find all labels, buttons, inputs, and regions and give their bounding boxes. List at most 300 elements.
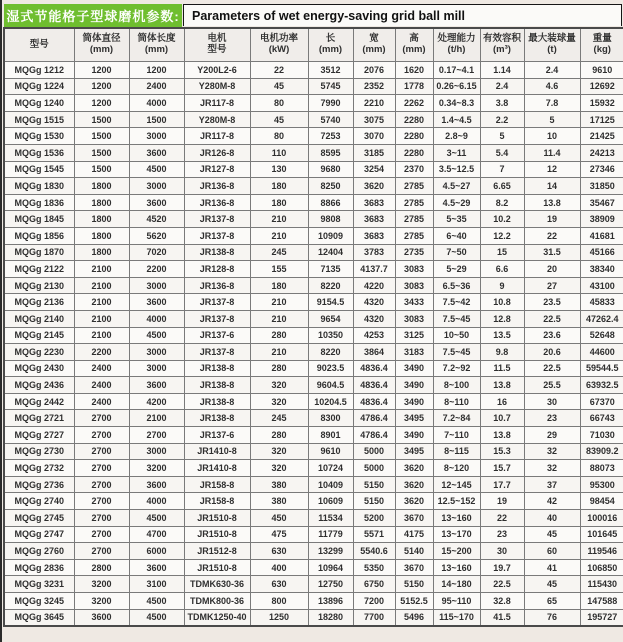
value-cell: 2262 (395, 95, 433, 112)
value-cell: 2700 (74, 443, 129, 460)
value-cell: 3000 (129, 443, 184, 460)
value-cell: 195727 (580, 609, 623, 626)
value-cell: 13896 (308, 593, 353, 610)
value-cell: 115430 (580, 576, 623, 593)
value-cell: 2100 (74, 261, 129, 278)
value-cell: 2700 (129, 427, 184, 444)
value-cell: 4200 (129, 393, 184, 410)
model-cell: MQGg 2747 (4, 526, 74, 543)
value-cell: 25.5 (524, 377, 580, 394)
value-cell: 31850 (580, 178, 623, 195)
value-cell: 45 (250, 111, 308, 128)
value-cell: 83909.2 (580, 443, 623, 460)
value-cell: 1.4~4.5 (433, 111, 480, 128)
value-cell: 3000 (129, 344, 184, 361)
value-cell: 3670 (395, 559, 433, 576)
value-cell: 9654 (308, 310, 353, 327)
value-cell: 3070 (353, 128, 395, 145)
value-cell: 22 (480, 510, 524, 527)
table-row (4, 294, 623, 311)
value-cell: 155 (250, 261, 308, 278)
value-cell: JR1410-8 (184, 443, 250, 460)
value-cell: 12~145 (433, 476, 480, 493)
value-cell: 3~11 (433, 144, 480, 161)
value-cell: 4320 (353, 294, 395, 311)
value-cell: 17.7 (480, 476, 524, 493)
table-row (4, 261, 623, 278)
value-cell: 5~29 (433, 261, 480, 278)
table-row (4, 410, 623, 427)
value-cell: JR137-6 (184, 427, 250, 444)
value-cell: 8~110 (433, 393, 480, 410)
spec-table (3, 27, 623, 627)
value-cell: 100016 (580, 510, 623, 527)
table-row (4, 327, 623, 344)
value-cell: 2.4 (524, 62, 580, 79)
value-cell: 45 (250, 78, 308, 95)
value-cell: 11.4 (524, 144, 580, 161)
value-cell: 3200 (74, 593, 129, 610)
value-cell: 22 (250, 62, 308, 79)
value-cell: 1200 (74, 62, 129, 79)
value-cell: 3490 (395, 427, 433, 444)
value-cell: JR138-8 (184, 410, 250, 427)
value-cell: 4000 (129, 493, 184, 510)
value-cell: JR136-8 (184, 178, 250, 195)
value-cell: JR117-8 (184, 128, 250, 145)
value-cell: 4786.4 (353, 427, 395, 444)
value-cell: 23 (480, 526, 524, 543)
value-cell: 4500 (129, 510, 184, 527)
value-cell: JR137-8 (184, 227, 250, 244)
value-cell: 10204.5 (308, 393, 353, 410)
table-row (4, 460, 623, 477)
table-row (4, 244, 623, 261)
model-cell: MQGg 2140 (4, 310, 74, 327)
value-cell: 0.26~6.15 (433, 78, 480, 95)
value-cell: 18280 (308, 609, 353, 626)
table-row (4, 559, 623, 576)
value-cell: 3620 (395, 460, 433, 477)
value-cell: 29 (524, 427, 580, 444)
value-cell: 0.34~8.3 (433, 95, 480, 112)
value-cell: 12 (524, 161, 580, 178)
value-cell: 4175 (395, 526, 433, 543)
value-cell: 1500 (74, 161, 129, 178)
value-cell: Y280M-8 (184, 111, 250, 128)
value-cell: 4500 (129, 609, 184, 626)
value-cell: 10.2 (480, 211, 524, 228)
value-cell: 2.4 (480, 78, 524, 95)
value-cell: 5571 (353, 526, 395, 543)
value-cell: 3600 (129, 294, 184, 311)
model-cell: MQGg 2736 (4, 476, 74, 493)
model-cell: MQGg 2760 (4, 543, 74, 560)
value-cell: 3433 (395, 294, 433, 311)
value-cell: 13.8 (480, 427, 524, 444)
value-cell: 380 (250, 493, 308, 510)
value-cell: 2400 (129, 78, 184, 95)
value-cell: 2100 (74, 327, 129, 344)
header-cell-8: 处理能力 (t/h) (433, 28, 480, 62)
value-cell: 10724 (308, 460, 353, 477)
value-cell: 5350 (353, 559, 395, 576)
value-cell: 1800 (74, 194, 129, 211)
value-cell: 280 (250, 327, 308, 344)
value-cell: 7.5~42 (433, 294, 480, 311)
value-cell: 1500 (74, 144, 129, 161)
value-cell: 320 (250, 377, 308, 394)
model-cell: MQGg 1530 (4, 128, 74, 145)
value-cell: 210 (250, 310, 308, 327)
value-cell: 2785 (395, 227, 433, 244)
value-cell: 9808 (308, 211, 353, 228)
table-row (4, 576, 623, 593)
value-cell: 38909 (580, 211, 623, 228)
value-cell: 66743 (580, 410, 623, 427)
title-cn-tag (4, 4, 182, 27)
value-cell: 4836.4 (353, 393, 395, 410)
value-cell: 15 (480, 244, 524, 261)
value-cell: 475 (250, 526, 308, 543)
value-cell: 3683 (353, 194, 395, 211)
value-cell: 10964 (308, 559, 353, 576)
value-cell: 65 (524, 593, 580, 610)
value-cell: 43100 (580, 277, 623, 294)
value-cell: 3200 (129, 460, 184, 477)
value-cell: JR158-8 (184, 493, 250, 510)
value-cell: 2200 (74, 344, 129, 361)
header-row (4, 28, 623, 62)
value-cell: 8220 (308, 344, 353, 361)
value-cell: 35467 (580, 194, 623, 211)
value-cell: 2700 (74, 460, 129, 477)
value-cell: 3125 (395, 327, 433, 344)
value-cell: 1800 (74, 227, 129, 244)
value-cell: 3083 (395, 277, 433, 294)
value-cell: JR138-8 (184, 377, 250, 394)
value-cell: 9610 (580, 62, 623, 79)
value-cell: 2100 (74, 310, 129, 327)
model-cell: MQGg 2740 (4, 493, 74, 510)
value-cell: JR117-8 (184, 95, 250, 112)
value-cell: 9 (480, 277, 524, 294)
value-cell: 13299 (308, 543, 353, 560)
value-cell: 210 (250, 344, 308, 361)
value-cell: 13~160 (433, 559, 480, 576)
header-cell-3: 电机 型号 (184, 28, 250, 62)
value-cell: 10409 (308, 476, 353, 493)
value-cell: 2100 (74, 277, 129, 294)
value-cell: 15.3 (480, 443, 524, 460)
value-cell: 10350 (308, 327, 353, 344)
model-cell: MQGg 3245 (4, 593, 74, 610)
table-row (4, 543, 623, 560)
value-cell: 9.8 (480, 344, 524, 361)
value-cell: 4.5~29 (433, 194, 480, 211)
value-cell: 2100 (74, 294, 129, 311)
value-cell: 9154.5 (308, 294, 353, 311)
value-cell: JR1510-8 (184, 526, 250, 543)
value-cell: 2700 (74, 526, 129, 543)
value-cell: 6~40 (433, 227, 480, 244)
value-cell: 4.5~27 (433, 178, 480, 195)
value-cell: 4836.4 (353, 360, 395, 377)
value-cell: 130 (250, 161, 308, 178)
model-cell: MQGg 2122 (4, 261, 74, 278)
value-cell: 10609 (308, 493, 353, 510)
value-cell: 4520 (129, 211, 184, 228)
value-cell: TDMK630-36 (184, 576, 250, 593)
value-cell: 5496 (395, 609, 433, 626)
header-cell-9: 有效容积 (m³) (480, 28, 524, 62)
header-cell-2: 筒体长度 (mm) (129, 28, 184, 62)
value-cell: 67370 (580, 393, 623, 410)
value-cell: 80 (250, 128, 308, 145)
value-cell: 22.5 (524, 360, 580, 377)
value-cell: 1778 (395, 78, 433, 95)
value-cell: 7.8 (524, 95, 580, 112)
model-cell: MQGg 1515 (4, 111, 74, 128)
value-cell: 2.2 (480, 111, 524, 128)
value-cell: 3075 (353, 111, 395, 128)
table-row (4, 111, 623, 128)
spec-table-head (4, 28, 623, 62)
model-cell: MQGg 1830 (4, 178, 74, 195)
value-cell: 3254 (353, 161, 395, 178)
value-cell: JR138-8 (184, 360, 250, 377)
value-cell: 14 (524, 178, 580, 195)
value-cell: 380 (250, 476, 308, 493)
value-cell: 42 (524, 493, 580, 510)
value-cell: 4220 (353, 277, 395, 294)
value-cell: 15.7 (480, 460, 524, 477)
value-cell: 10.8 (480, 294, 524, 311)
value-cell: 3000 (129, 360, 184, 377)
value-cell: Y280M-8 (184, 78, 250, 95)
value-cell: 4137.7 (353, 261, 395, 278)
value-cell: 2700 (74, 410, 129, 427)
value-cell: 4700 (129, 526, 184, 543)
table-row (4, 476, 623, 493)
value-cell: 2800 (74, 559, 129, 576)
value-cell: 1800 (74, 211, 129, 228)
value-cell: 3495 (395, 410, 433, 427)
model-cell: MQGg 2730 (4, 443, 74, 460)
value-cell: 7135 (308, 261, 353, 278)
value-cell: 22.5 (480, 576, 524, 593)
table-row (4, 128, 623, 145)
value-cell: 3000 (129, 277, 184, 294)
model-cell: MQGg 1224 (4, 78, 74, 95)
value-cell: 10909 (308, 227, 353, 244)
table-row (4, 277, 623, 294)
value-cell: 5~35 (433, 211, 480, 228)
value-cell: 13~160 (433, 510, 480, 527)
value-cell: 3490 (395, 360, 433, 377)
value-cell: 4000 (129, 310, 184, 327)
value-cell: 40 (524, 510, 580, 527)
value-cell: 6.5~36 (433, 277, 480, 294)
value-cell: JR127-8 (184, 161, 250, 178)
table-row (4, 377, 623, 394)
value-cell: 2.8~9 (433, 128, 480, 145)
value-cell: JR1510-8 (184, 559, 250, 576)
value-cell: 4836.4 (353, 377, 395, 394)
value-cell: JR1410-8 (184, 460, 250, 477)
value-cell: 23 (524, 410, 580, 427)
value-cell: 2370 (395, 161, 433, 178)
table-row (4, 593, 623, 610)
model-cell: MQGg 2130 (4, 277, 74, 294)
value-cell: 3620 (395, 476, 433, 493)
value-cell: 30 (480, 543, 524, 560)
value-cell: 2200 (129, 261, 184, 278)
value-cell: 180 (250, 277, 308, 294)
spec-table-body (4, 62, 623, 627)
value-cell: 23.6 (524, 327, 580, 344)
value-cell: JR138-8 (184, 393, 250, 410)
value-cell: 7.2~84 (433, 410, 480, 427)
value-cell: 95~110 (433, 593, 480, 610)
value-cell: 15932 (580, 95, 623, 112)
header-cell-1: 筒体直径 (mm) (74, 28, 129, 62)
value-cell: 9680 (308, 161, 353, 178)
model-cell: MQGg 2836 (4, 559, 74, 576)
value-cell: 320 (250, 443, 308, 460)
value-cell: 59544.5 (580, 360, 623, 377)
value-cell: 5620 (129, 227, 184, 244)
value-cell: 8.2 (480, 194, 524, 211)
model-cell: MQGg 2230 (4, 344, 74, 361)
table-row (4, 178, 623, 195)
model-cell: MQGg 2745 (4, 510, 74, 527)
model-cell: MQGg 1240 (4, 95, 74, 112)
value-cell: 5150 (353, 476, 395, 493)
value-cell: 10~50 (433, 327, 480, 344)
model-cell: MQGg 1212 (4, 62, 74, 79)
value-cell: 3683 (353, 227, 395, 244)
value-cell: 5540.6 (353, 543, 395, 560)
value-cell: 95300 (580, 476, 623, 493)
value-cell: 32 (524, 460, 580, 477)
value-cell: 3620 (353, 178, 395, 195)
value-cell: 280 (250, 360, 308, 377)
value-cell: 3600 (129, 377, 184, 394)
value-cell: 1800 (74, 178, 129, 195)
header-cell-10: 最大装球量 (t) (524, 28, 580, 62)
value-cell: 2700 (74, 543, 129, 560)
value-cell: JR137-8 (184, 211, 250, 228)
model-cell: MQGg 2721 (4, 410, 74, 427)
value-cell: 1.14 (480, 62, 524, 79)
value-cell: 47262.4 (580, 310, 623, 327)
value-cell: 8300 (308, 410, 353, 427)
value-cell: 106850 (580, 559, 623, 576)
value-cell: 27346 (580, 161, 623, 178)
value-cell: 7 (480, 161, 524, 178)
value-cell: 147588 (580, 593, 623, 610)
table-row (4, 393, 623, 410)
value-cell: 23.5 (524, 294, 580, 311)
value-cell: 20 (524, 261, 580, 278)
table-row (4, 78, 623, 95)
table-row (4, 427, 623, 444)
value-cell: 15~200 (433, 543, 480, 560)
value-cell: TDMK800-36 (184, 593, 250, 610)
value-cell: 11.5 (480, 360, 524, 377)
value-cell: JR158-8 (184, 476, 250, 493)
value-cell: 245 (250, 410, 308, 427)
value-cell: 5152.5 (395, 593, 433, 610)
value-cell: 45 (524, 526, 580, 543)
title-en-text: Parameters of wet energy-saving grid ball mill (192, 8, 466, 23)
value-cell: 3000 (129, 128, 184, 145)
value-cell: 19 (524, 211, 580, 228)
value-cell: 24213 (580, 144, 623, 161)
value-cell: 2100 (129, 410, 184, 427)
value-cell: 3.8 (480, 95, 524, 112)
value-cell: 32 (524, 443, 580, 460)
value-cell: 210 (250, 294, 308, 311)
value-cell: 45833 (580, 294, 623, 311)
value-cell: 3600 (129, 476, 184, 493)
header-cell-11: 重量 (kg) (580, 28, 623, 62)
value-cell: 5.4 (480, 144, 524, 161)
value-cell: 44600 (580, 344, 623, 361)
value-cell: 9023.5 (308, 360, 353, 377)
value-cell: 13.8 (524, 194, 580, 211)
header-cell-5: 长 (mm) (308, 28, 353, 62)
value-cell: 8220 (308, 277, 353, 294)
model-cell: MQGg 2430 (4, 360, 74, 377)
value-cell: JR136-8 (184, 277, 250, 294)
value-cell: 41.5 (480, 609, 524, 626)
value-cell: 3683 (353, 211, 395, 228)
value-cell: 450 (250, 510, 308, 527)
model-cell: MQGg 1536 (4, 144, 74, 161)
value-cell: 2400 (74, 377, 129, 394)
value-cell: 7.2~92 (433, 360, 480, 377)
value-cell: 4500 (129, 327, 184, 344)
value-cell: 45 (524, 576, 580, 593)
value-cell: 2785 (395, 211, 433, 228)
header-cell-4: 电机功率 (kW) (250, 28, 308, 62)
value-cell: 2400 (74, 360, 129, 377)
value-cell: 4786.4 (353, 410, 395, 427)
table-row (4, 609, 623, 626)
value-cell: 22.5 (524, 310, 580, 327)
value-cell: 5 (524, 111, 580, 128)
value-cell: 19.7 (480, 559, 524, 576)
value-cell: JR128-8 (184, 261, 250, 278)
value-cell: 8~115 (433, 443, 480, 460)
value-cell: 3670 (395, 510, 433, 527)
value-cell: 10.7 (480, 410, 524, 427)
value-cell: 38340 (580, 261, 623, 278)
model-cell: MQGg 2145 (4, 327, 74, 344)
value-cell: 1200 (74, 78, 129, 95)
table-row (4, 161, 623, 178)
value-cell: 1500 (129, 111, 184, 128)
value-cell: 2735 (395, 244, 433, 261)
value-cell: 7.5~45 (433, 310, 480, 327)
value-cell: JR126-8 (184, 144, 250, 161)
value-cell: 7990 (308, 95, 353, 112)
value-cell: 320 (250, 460, 308, 477)
value-cell: 3490 (395, 393, 433, 410)
value-cell: 2700 (74, 476, 129, 493)
